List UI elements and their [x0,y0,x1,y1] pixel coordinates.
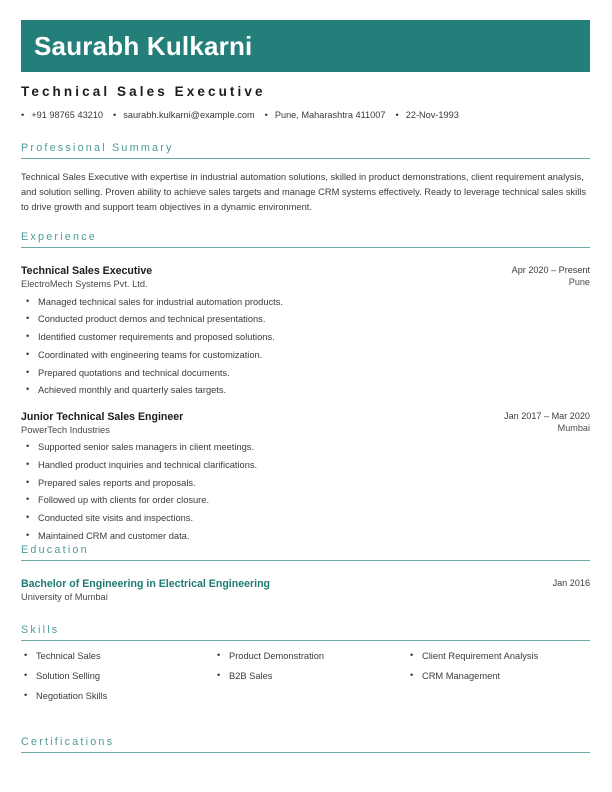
section-title-education: Education [21,544,89,556]
education-entry-right [539,577,590,589]
skill-item: • Negotiation Skills [21,691,214,711]
experience-entry-left [21,264,498,292]
full-name: Saurabh Kulkarni [34,31,253,61]
contact-location [255,110,386,121]
section-experience [21,231,590,549]
section-education [21,544,590,605]
contact-location-value: Pune, Maharashtra 411007 [274,110,386,120]
section-rule [21,158,590,159]
job-headline: Technical Sales Executive [21,84,266,99]
list-item: • Handled product inquiries and technical clarifications. [21,461,590,470]
list-item: • Coordinated with engineering teams for customization. [21,351,590,360]
contact-phone [21,110,103,121]
education-date: Jan 2016 [552,578,590,588]
contact-dob-value: 22-Nov-1993 [405,110,459,120]
skill-item-empty [407,691,590,711]
experience-entry-head [21,410,590,438]
experience-date: Apr 2020 – Present [511,265,590,275]
list-item: • Prepared sales reports and proposals. [21,479,590,488]
list-item: • Prepared quotations and technical documents. [21,369,590,378]
experience-company: ElectroMech Systems Pvt. Ltd. [21,279,148,290]
experience-job-title: Junior Technical Sales Engineer [21,410,184,423]
summary-text: Technical Sales Executive with expertise in industrial automation solutions, skilled in product demonstrations, client requirement analysis, and solution selling. Proven ability to achieve sales targets and manage CRM systems effectively. Ready to leverage technical sales skills to drive growth and support team objectives in a dynamic environment. [21,172,586,213]
skills-grid [21,651,590,711]
bullet-dot-icon: • [264,110,268,120]
header-band [21,20,590,72]
skill-item: • B2B Sales [214,671,407,691]
section-title-summary: Professional Summary [21,142,174,154]
section-rule [21,752,590,753]
section-rule [21,640,590,641]
contact-line [21,110,590,121]
education-degree: Bachelor of Engineering in Electrical Engineering [21,578,271,590]
section-title-experience: Experience [21,231,98,243]
list-item: • Supported senior sales managers in client meetings. [21,443,590,452]
section-rule [21,247,590,248]
experience-entry [21,410,590,542]
experience-entry [21,264,590,396]
section-skills [21,624,590,711]
experience-bullets [21,443,590,541]
contact-dob [386,110,459,121]
experience-bullets [21,298,590,396]
bullet-dot-icon: • [113,110,117,120]
skill-item-empty [214,691,407,711]
list-item: • Identified customer requirements and proposed solutions. [21,333,590,342]
experience-entry-right [498,264,590,289]
list-item: • Managed technical sales for industrial automation products. [21,298,590,307]
skill-item: • Technical Sales [21,651,214,671]
contact-email [103,110,255,121]
experience-date: Jan 2017 – Mar 2020 [504,410,590,421]
experience-location: Mumbai [557,422,590,433]
education-entry [21,577,590,605]
list-item: • Conducted product demos and technical presentations. [21,315,590,324]
education-entry-head [21,577,590,605]
education-entry-left [21,577,539,605]
contact-email-value: saurabh.kulkarni@example.com [123,110,255,120]
list-item: • Maintained CRM and customer data. [21,532,590,541]
bullet-dot-icon: • [21,110,25,120]
bullet-dot-icon: • [395,110,399,120]
list-item: • Followed up with clients for order closure. [21,496,590,505]
section-rule [21,560,590,561]
contact-phone-value: +91 98765 43210 [31,110,104,120]
section-title-certifications: Certifications [21,736,115,748]
experience-entry-left [21,410,490,438]
list-item: • Conducted site visits and inspections. [21,514,590,523]
experience-location: Pune [568,277,590,288]
education-institution: University of Mumbai [21,592,108,603]
skill-item: • Client Requirement Analysis [407,651,590,671]
experience-company: PowerTech Industries [21,424,110,435]
skill-item: • CRM Management [407,671,590,691]
list-item: • Achieved monthly and quarterly sales targets. [21,386,590,395]
experience-entry-head [21,264,590,292]
section-title-skills: Skills [21,624,60,636]
section-certifications [21,736,590,753]
skill-item: • Product Demonstration [214,651,407,671]
experience-entry-right [490,410,590,435]
experience-job-title: Technical Sales Executive [21,265,153,277]
section-professional-summary [21,142,590,215]
skill-item: • Solution Selling [21,671,214,691]
